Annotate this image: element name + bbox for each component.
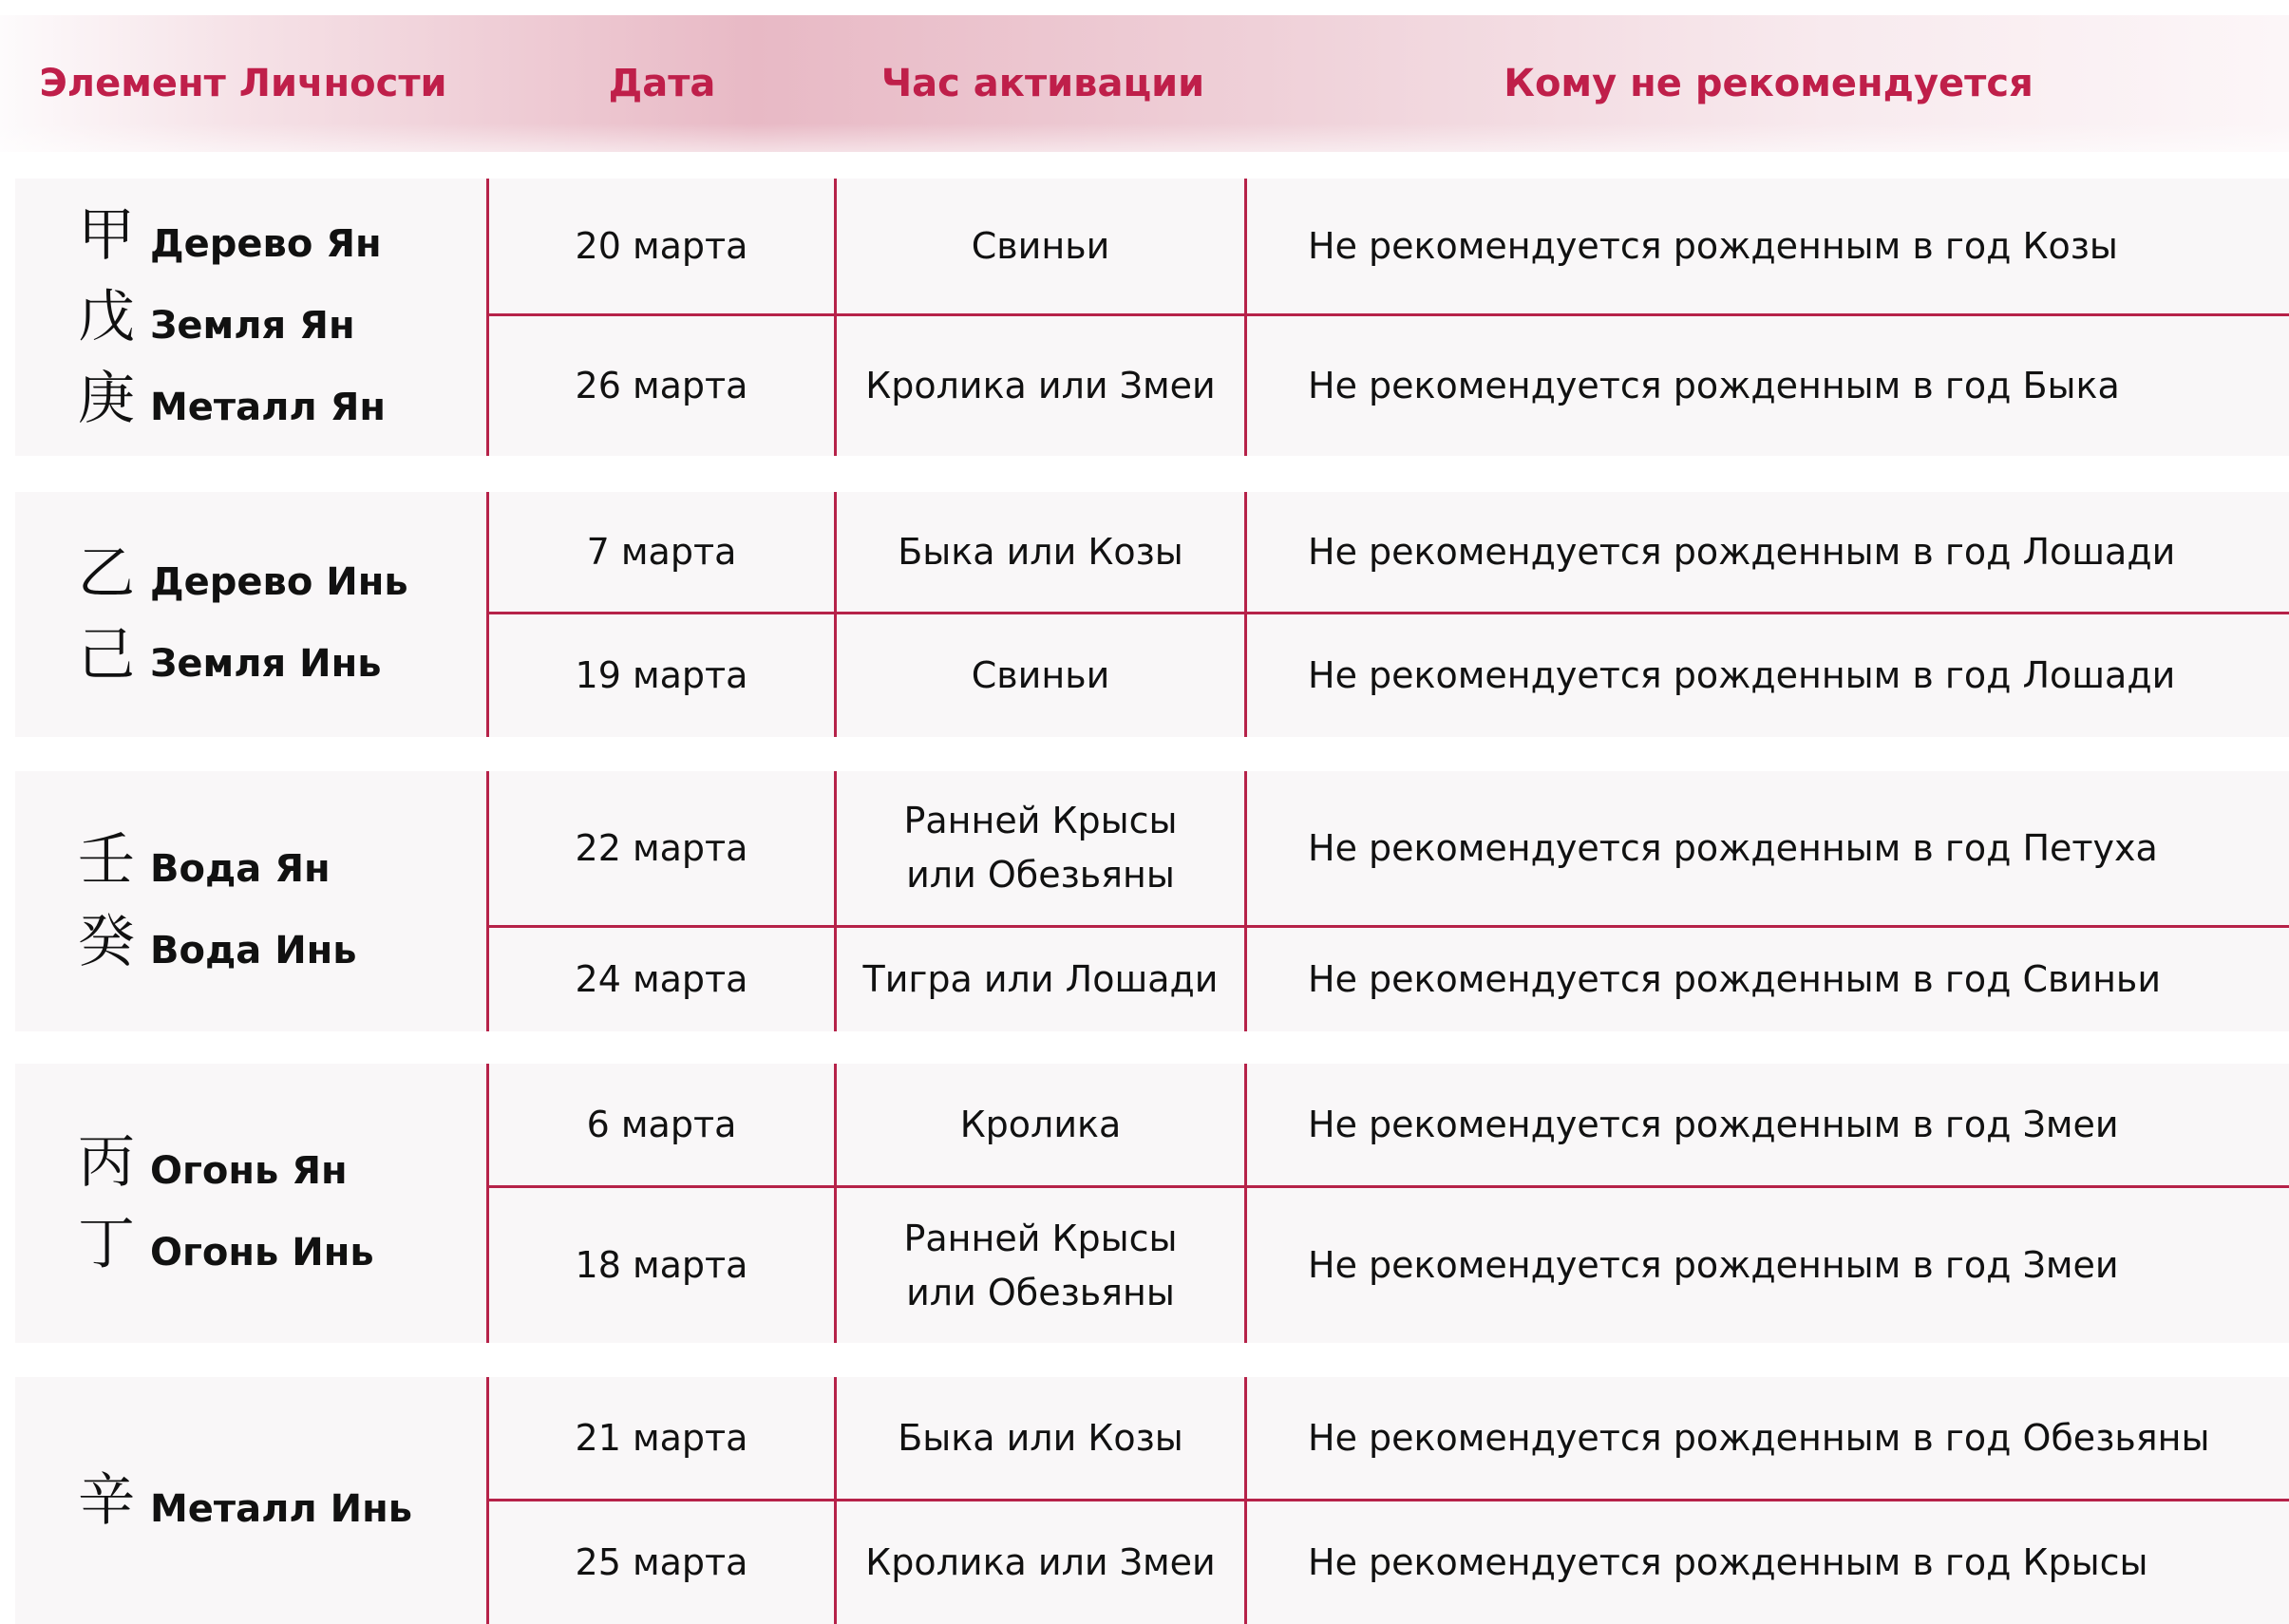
- element-glyph: 己: [78, 622, 135, 689]
- element-name: Вода Ян: [150, 847, 331, 891]
- not-recommended-cell: Не рекомендуется рожденным в год Быка: [1308, 365, 2120, 406]
- date-cell: 19 марта: [575, 654, 748, 696]
- header-not-recommended-column: Кому не рекомендуется: [1504, 62, 2034, 105]
- not-recommended-cell: Не рекомендуется рожденным в год Козы: [1308, 224, 2118, 267]
- not-recommended-cell: Не рекомендуется рожденным в год Петуха: [1308, 826, 2158, 869]
- element-glyph: 丁: [78, 1211, 135, 1277]
- element-list: [15, 1064, 486, 1343]
- element-name: Огонь Ян: [150, 1149, 348, 1193]
- not-recommended-cell: Не рекомендуется рожденным в год Лошади: [1308, 654, 2176, 696]
- element-glyph: 甲: [78, 202, 135, 269]
- date-cell: 7 марта: [586, 530, 737, 573]
- date-cell: 20 марта: [575, 224, 748, 267]
- element-list: [15, 771, 486, 1031]
- element-glyph: 壬: [78, 827, 135, 894]
- activation-hour-cell: Быка или Козы: [898, 1416, 1183, 1459]
- date-cell: 26 марта: [575, 365, 748, 406]
- activation-hour-cell: Быка или Козы: [898, 530, 1183, 573]
- activation-hour-cell: Ранней Крысы или Обезьяны: [903, 800, 1178, 896]
- date-cell: 18 марта: [575, 1244, 748, 1286]
- element-item: [78, 820, 486, 901]
- not-recommended-cell: Не рекомендуется рожденным в год Лошади: [1308, 530, 2176, 573]
- not-recommended-cell: Не рекомендуется рожденным в год Обезьяны: [1308, 1416, 2210, 1459]
- header-element-column: Элемент Личности: [39, 62, 447, 105]
- date-cell: 25 марта: [575, 1541, 748, 1583]
- element-name: Земля Ян: [150, 304, 355, 348]
- not-recommended-cell: Не рекомендуется рожденным в год Крысы: [1308, 1541, 2148, 1583]
- row-group: [15, 1377, 2289, 1624]
- element-list: [15, 179, 486, 456]
- element-item: [78, 1460, 486, 1541]
- element-name: Земля Инь: [150, 642, 382, 686]
- element-item: [78, 1203, 486, 1285]
- not-recommended-cell: Не рекомендуется рожденным в год Змеи: [1308, 1103, 2119, 1145]
- row-group: [15, 771, 2289, 1031]
- date-cell: 6 марта: [586, 1103, 737, 1145]
- header-hour-column: Час активации: [880, 62, 1205, 105]
- date-cell: 21 марта: [575, 1416, 748, 1459]
- activation-hour-cell: Кролика или Змеи: [865, 365, 1216, 406]
- element-name: Металл Ян: [150, 386, 387, 429]
- activation-hour-cell: Кролика: [959, 1103, 1122, 1145]
- element-item: [78, 614, 486, 696]
- table-header: [0, 15, 2289, 152]
- element-glyph: 乙: [78, 540, 135, 607]
- element-item: [78, 533, 486, 614]
- element-name: Металл Инь: [150, 1487, 413, 1531]
- element-item: [78, 1122, 486, 1203]
- element-glyph: 庚: [78, 366, 135, 432]
- element-list: [15, 1377, 486, 1624]
- element-list: [15, 492, 486, 737]
- element-glyph: 辛: [78, 1467, 135, 1534]
- row-group: [15, 1064, 2289, 1343]
- element-name: Дерево Ян: [150, 222, 382, 266]
- element-item: [78, 195, 486, 276]
- row-group: [15, 492, 2289, 737]
- element-item: [78, 358, 486, 440]
- element-name: Дерево Инь: [150, 560, 408, 604]
- activation-hour-cell: Тигра или Лошади: [862, 958, 1219, 1000]
- row-group: [15, 179, 2289, 456]
- element-item: [78, 276, 486, 358]
- date-cell: 22 марта: [575, 826, 748, 869]
- activation-hour-cell: Свиньи: [971, 224, 1110, 267]
- activation-hour-cell: Ранней Крысы или Обезьяны: [903, 1217, 1178, 1313]
- element-name: Вода Инь: [150, 929, 357, 973]
- element-item: [78, 901, 486, 983]
- element-glyph: 戊: [78, 284, 135, 350]
- element-name: Огонь Инь: [150, 1231, 374, 1275]
- not-recommended-cell: Не рекомендуется рожденным в год Змеи: [1308, 1244, 2119, 1286]
- activation-hour-cell: Кролика или Змеи: [865, 1541, 1216, 1583]
- element-glyph: 丙: [78, 1129, 135, 1196]
- element-glyph: 癸: [78, 909, 135, 975]
- date-cell: 24 марта: [575, 958, 748, 1000]
- activation-hour-cell: Свиньи: [971, 654, 1110, 696]
- header-date-column: Дата: [608, 62, 716, 105]
- not-recommended-cell: Не рекомендуется рожденным в год Свиньи: [1308, 958, 2162, 1000]
